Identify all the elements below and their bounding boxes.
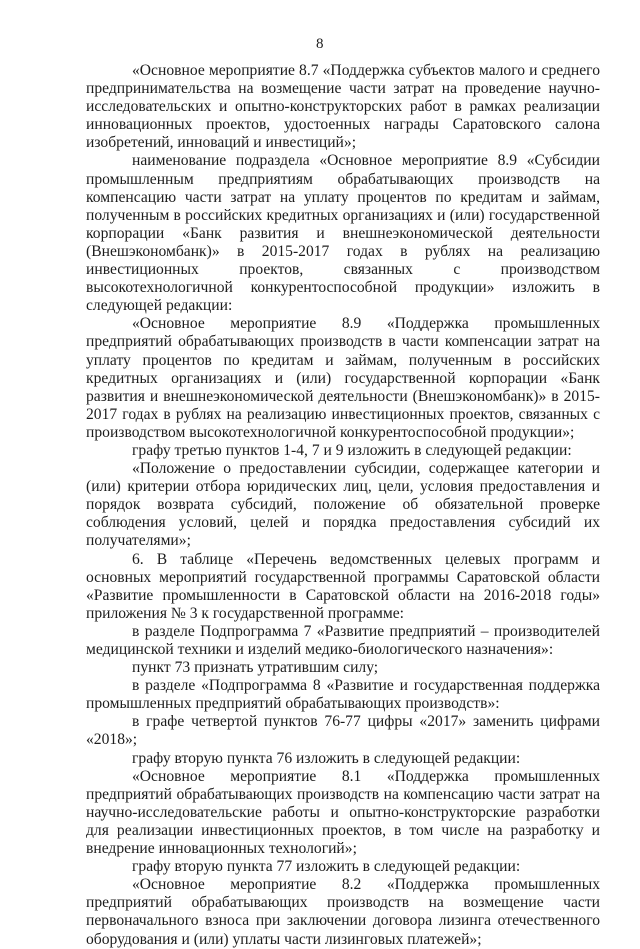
paragraph: наименование подраздела «Основное мероприятие 8.9 «Субсидии промышленным предприятиям обрабатывающих производств на компенсацию части затрат на уплату процентов по кредитам и займам, полученным в российских кредитных организациях и (или) государственной корпорации «Банк развития и внешнеэкономической деятельности (Внешэкономбанк)» в 2015-2017 годах в рублях на реализацию инвестиционных проектов, связанных с производством высокотехнологичной конкурентоспособной продукции» изложить в следующей редакции: xyxy=(86,152,600,315)
paragraph: графу третью пунктов 1-4, 7 и 9 изложить в следующей редакции: xyxy=(132,441,572,459)
paragraph: пункт 73 признать утратившим силу; xyxy=(132,659,379,677)
paragraph: «Основное мероприятие 8.1 «Поддержка промышленных предприятий обрабатывающих производств на компенсацию части затрат на научно-исследовательские работы и опытно-конструкторские разработки для реализации инвестиционных проектов, в том числе на разработку и внедрение инновационных технологий»; xyxy=(86,767,600,858)
document-body xyxy=(86,62,600,949)
page-number: 8 xyxy=(316,36,324,52)
paragraph: графу вторую пункта 76 изложить в следующей редакции: xyxy=(132,749,521,767)
paragraph: графу вторую пункта 77 изложить в следующей редакции: xyxy=(132,858,521,876)
paragraph: 6. В таблице «Перечень ведомственных целевых программ и основных мероприятий государственной программы Саратовской области «Развитие промышленности в Саратовской области на 2016-2018 годы» приложения № 3 к государственной программе: xyxy=(86,550,600,622)
paragraph: в графе четвертой пунктов 76-77 цифры «2017» заменить цифрами «2018»; xyxy=(86,713,600,749)
paragraph: «Основное мероприятие 8.9 «Поддержка промышленных предприятий обрабатывающих производств в части компенсации затрат на уплату процентов по кредитам и займам, полученным в российских кредитных организациях и (или) государственной корпорации «Банк развития и внешнеэкономической деятельности (Внешэкономбанк)» в 2015-2017 годах в рублях на реализацию инвестиционных проектов, связанных с производством высокотехнологичной конкурентоспособной продукции»; xyxy=(86,315,600,441)
paragraph: в разделе «Подпрограмма 8 «Развитие и государственная поддержка промышленных предприятий обрабатывающих производств»: xyxy=(86,677,600,713)
paragraph: «Основное мероприятие 8.2 «Поддержка промышленных предприятий обрабатывающих производств на возмещение части первоначального взноса при заключении договора лизинга отечественного оборудования и (или) уплаты части лизинговых платежей»; xyxy=(86,876,600,948)
paragraph: в разделе Подпрограмма 7 «Развитие предприятий – производителей медицинской техники и изделий медико-биологического назначения»: xyxy=(86,622,600,658)
paragraph: «Основное мероприятие 8.7 «Поддержка субъектов малого и среднего предпринимательства на возмещение части затрат на проведение научно-исследовательских и опытно-конструкторских работ в рамках реализации инновационных проектов, удостоенных награды Саратовского салона изобретений, инноваций и инвестиций»; xyxy=(86,62,600,152)
paragraph: «Положение о предоставлении субсидии, содержащее категории и (или) критерии отбора юридических лиц, цели, условия предоставления и порядок возврата субсидий, положение об обязательной проверке соблюдения условий, целей и порядка предоставления субсидий их получателями»; xyxy=(86,460,600,550)
